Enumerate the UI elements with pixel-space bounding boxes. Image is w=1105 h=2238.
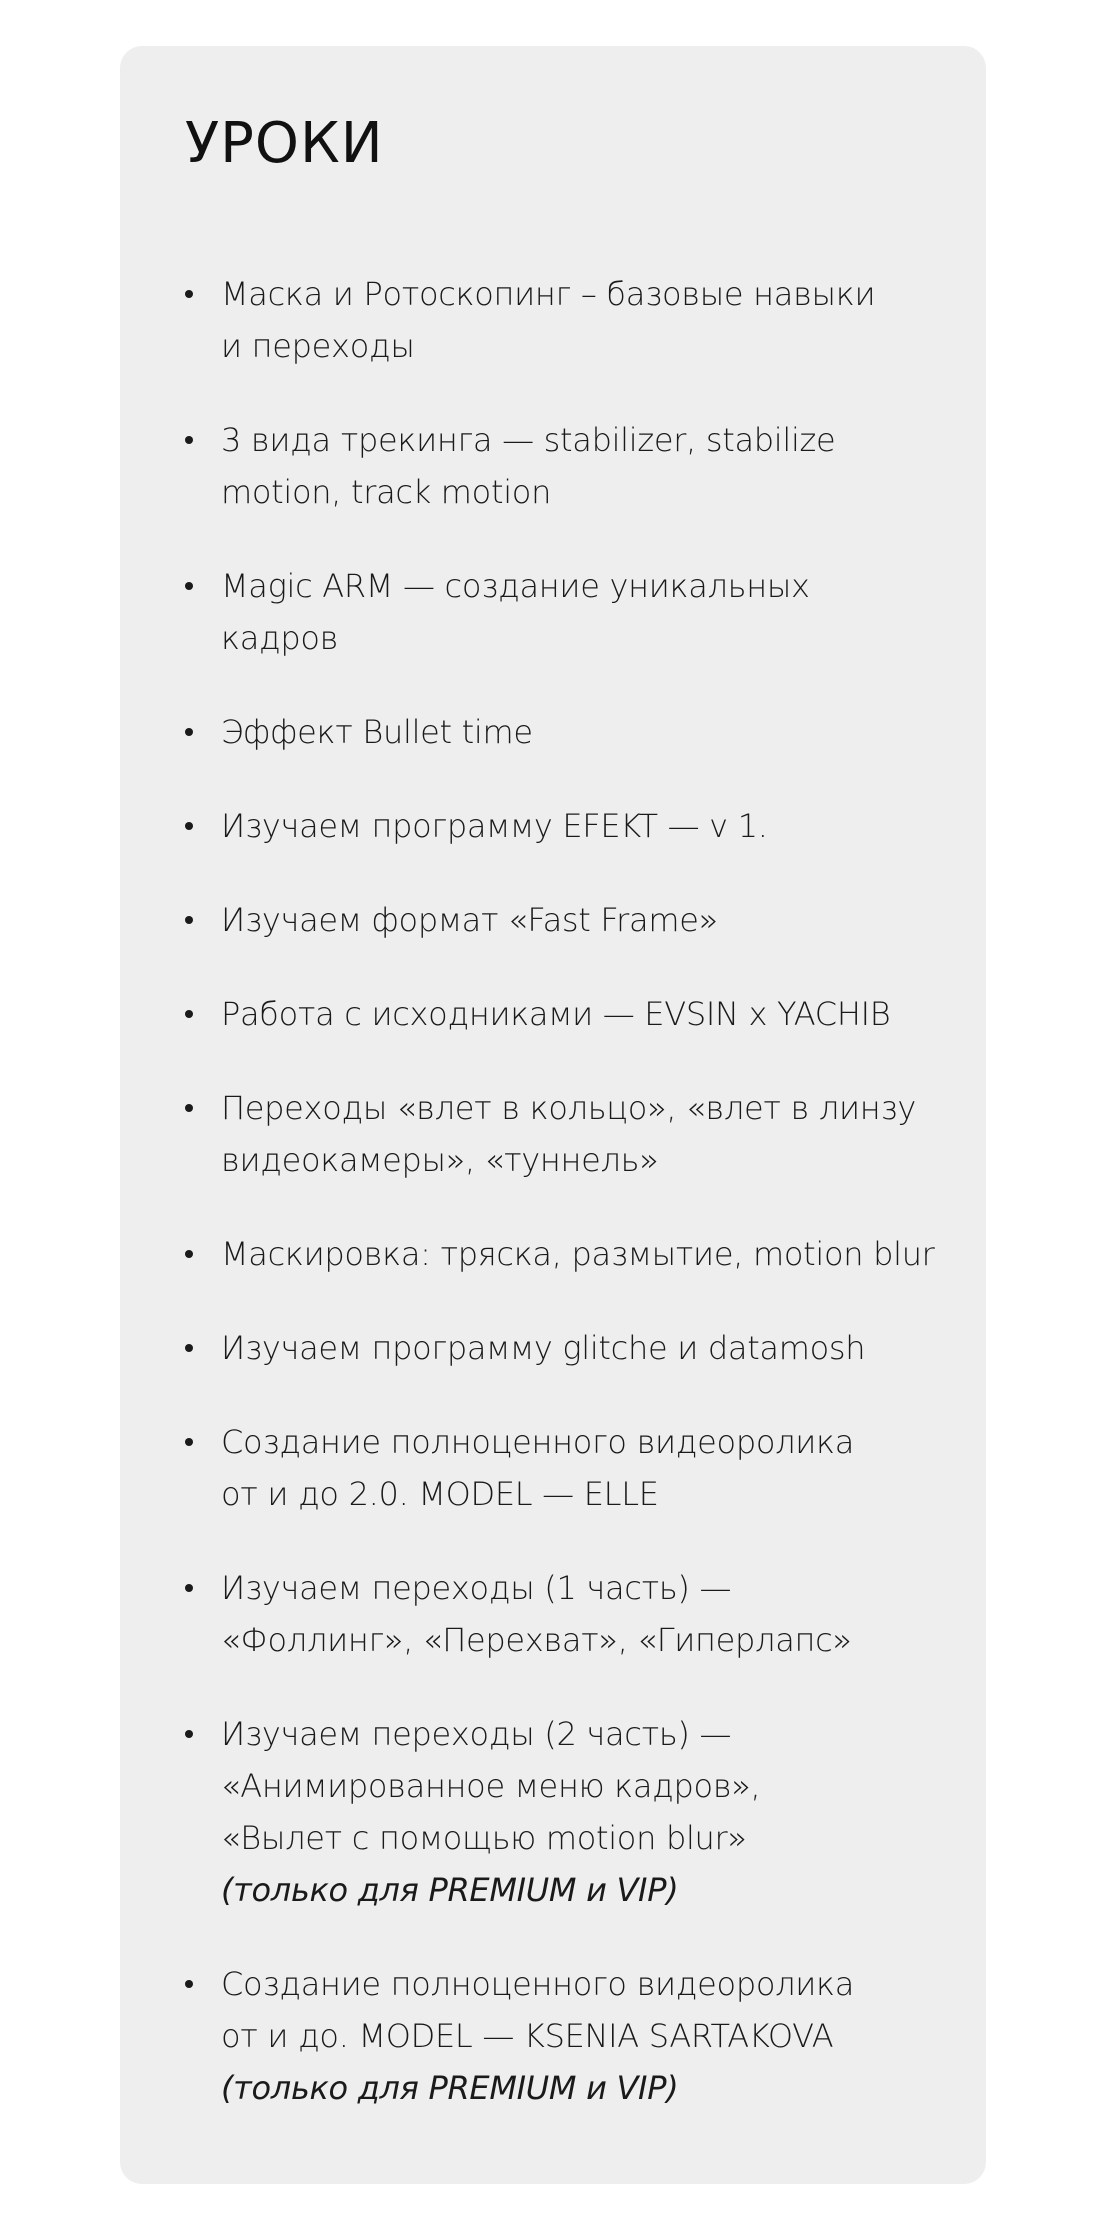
bullet-icon — [185, 1980, 193, 1988]
lesson-line: «Вылет с помощью motion blur» — [221, 1819, 747, 1857]
lesson-line: Создание полноценного видеоролика — [221, 1423, 855, 1461]
lesson-line: Magic ARM — создание уникальных — [221, 567, 810, 605]
lesson-line: Изучаем программу glitche и datamosh — [221, 1329, 866, 1367]
lesson-item — [185, 1562, 926, 1666]
lesson-item — [185, 560, 926, 664]
lesson-line: от и до. MODEL — KSENIA SARTAKOVA — [221, 2017, 834, 2055]
bullet-icon — [185, 436, 193, 444]
lesson-line: Создание полноценного видеоролика — [221, 1965, 855, 2003]
lesson-item — [185, 800, 926, 852]
lesson-item — [185, 1416, 926, 1520]
lesson-line: Маскировка: тряска, размытие, motion blur — [221, 1235, 935, 1273]
lesson-line: Переходы «влет в кольцо», «влет в линзу — [221, 1089, 917, 1127]
lesson-line: Маска и Ротоскопинг – базовые навыки — [221, 275, 876, 313]
lesson-item — [185, 988, 926, 1040]
lesson-line: «Фоллинг», «Перехват», «Гиперлапс» — [221, 1621, 852, 1659]
lesson-item — [185, 1708, 926, 1916]
lesson-item — [185, 414, 926, 518]
lesson-item — [185, 894, 926, 946]
lesson-note: (только для PREMIUM и VIP) — [221, 2069, 679, 2107]
lesson-item — [185, 1322, 926, 1374]
bullet-icon — [185, 1730, 193, 1738]
bullet-icon — [185, 290, 193, 298]
bullet-icon — [185, 1584, 193, 1592]
lesson-line: Изучаем формат «Fast Frame» — [221, 901, 718, 939]
lesson-line: и переходы — [221, 327, 415, 365]
lesson-item — [185, 1228, 935, 1280]
lesson-item — [185, 1082, 926, 1186]
bullet-icon — [185, 1104, 193, 1112]
bullet-icon — [185, 582, 193, 590]
lessons-card — [120, 46, 986, 2184]
lesson-line: видеокамеры», «туннель» — [221, 1141, 659, 1179]
bullet-icon — [185, 916, 193, 924]
lesson-line: Изучаем переходы (2 часть) — — [221, 1715, 732, 1753]
lesson-line: Работа с исходниками — EVSIN x YACHIB — [221, 995, 891, 1033]
lesson-line: 3 вида трекинга — stabilizer, stabilize — [221, 421, 836, 459]
section-title: УРОКИ — [185, 111, 384, 176]
lesson-line: Эффект Bullet time — [221, 713, 533, 751]
bullet-icon — [185, 728, 193, 736]
lesson-line: Изучаем переходы (1 часть) — — [221, 1569, 732, 1607]
bullet-icon — [185, 1010, 193, 1018]
lesson-line: motion, track motion — [221, 473, 552, 511]
lesson-item — [185, 1958, 926, 2114]
lesson-line: Изучаем программу EFEKT — v 1. — [221, 807, 768, 845]
bullet-icon — [185, 1344, 193, 1352]
lesson-line: «Анимированное меню кадров», — [221, 1767, 761, 1805]
lesson-item — [185, 268, 926, 372]
lesson-line: от и до 2.0. MODEL — ELLE — [221, 1475, 659, 1513]
lesson-note: (только для PREMIUM и VIP) — [221, 1871, 679, 1909]
bullet-icon — [185, 822, 193, 830]
bullet-icon — [185, 1250, 193, 1258]
lesson-line: кадров — [221, 619, 339, 657]
lesson-item — [185, 706, 926, 758]
bullet-icon — [185, 1438, 193, 1446]
lessons-list — [185, 268, 935, 2114]
